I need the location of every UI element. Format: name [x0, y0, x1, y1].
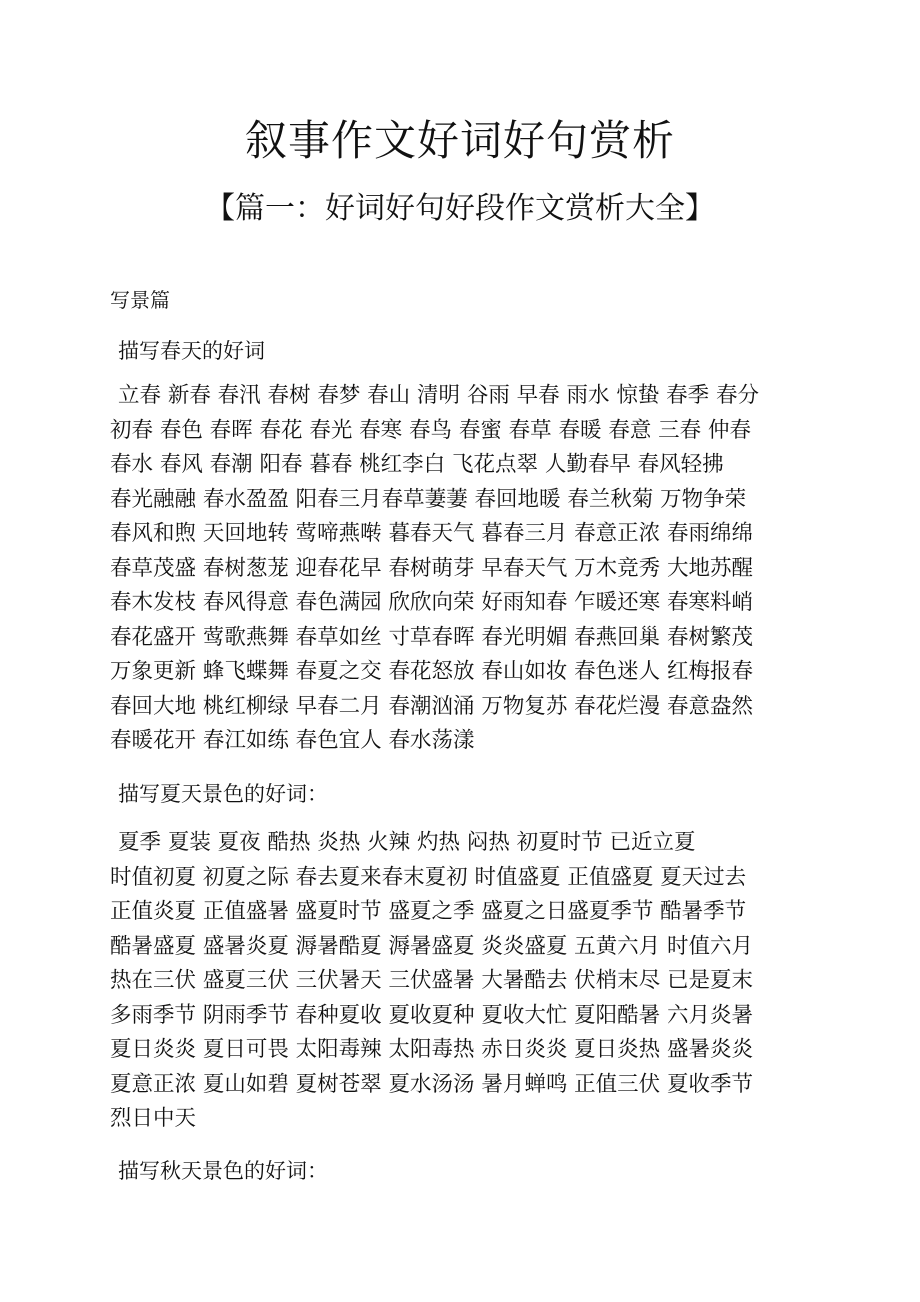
spring-heading: 描写春天的好词 [118, 339, 265, 363]
section-heading: 写景篇 [110, 288, 170, 312]
word-line: 正值炎夏 正值盛暑 盛夏时节 盛夏之季 盛夏之日盛夏季节 酷暑季节 [110, 899, 747, 924]
word-line: 春回大地 桃红柳绿 早春二月 春潮汹涌 万物复苏 春花烂漫 春意盎然 [110, 693, 754, 719]
word-line: 时值初夏 初夏之际 春去夏来春末夏初 时值盛夏 正值盛夏 夏天过去 [110, 864, 747, 890]
word-line: 春风和煦 天回地转 莺啼燕啭 暮春天气 暮春三月 春意正浓 春雨绵绵 [110, 521, 754, 546]
document-subtitle: 【篇一：好词好句好段作文赏析大全】 [205, 191, 715, 226]
word-line: 春花盛开 莺歌燕舞 春草如丝 寸草春晖 春光明媚 春燕回巢 春树繁茂 [110, 624, 754, 650]
word-line: 夏日炎炎 夏日可畏 太阳毒辣 太阳毒热 赤日炎炎 夏日炎热 盛暑炎炎 [110, 1037, 754, 1062]
word-line: 夏意正浓 夏山如碧 夏树苍翠 夏水汤汤 暑月蝉鸣 正值三伏 夏收季节 [110, 1071, 754, 1097]
document-title: 叙事作文好词好句赏析 [244, 116, 675, 165]
summer-heading: 描写夏天景色的好词： [118, 782, 328, 806]
word-line: 热在三伏 盛夏三伏 三伏暑天 三伏盛暑 大暑酷去 伏梢末尽 已是夏末 [110, 968, 754, 993]
word-line: 初春 春色 春晖 春花 春光 春寒 春鸟 春蜜 春草 春暖 春意 三春 仲春 [110, 417, 752, 443]
summer-words [110, 826, 830, 1137]
word-line: 烈日中天 [110, 1106, 197, 1131]
word-line: 多雨季节 阴雨季节 春种夏收 夏收夏种 夏收大忙 夏阳酷暑 六月炎暑 [110, 1002, 754, 1028]
spring-words [110, 379, 830, 759]
autumn-heading: 描写秋天景色的好词： [118, 1159, 328, 1183]
word-line: 春木发枝 春风得意 春色满园 欣欣向荣 好雨知春 乍暖还寒 春寒料峭 [110, 590, 754, 615]
word-line: 春草茂盛 春树葱茏 迎春花早 春树萌芽 早春天气 万木竞秀 大地苏醒 [110, 555, 754, 581]
word-line: 夏季 夏装 夏夜 酷热 炎热 火辣 灼热 闷热 初夏时节 已近立夏 [118, 830, 696, 855]
word-line: 立春 新春 春汛 春树 春梦 春山 清明 谷雨 早春 雨水 惊蛰 春季 春分 [118, 383, 760, 408]
word-line: 酷暑盛夏 盛暑炎夏 溽暑酷夏 溽暑盛夏 炎炎盛夏 五黄六月 时值六月 [110, 933, 754, 959]
word-line: 春光融融 春水盈盈 阳春三月春草萋萋 春回地暖 春兰秋菊 万物争荣 [110, 486, 747, 512]
word-line: 万象更新 蜂飞蝶舞 春夏之交 春花怒放 春山如妆 春色迷人 红梅报春 [110, 659, 754, 684]
word-line: 春暖花开 春江如练 春色宜人 春水荡漾 [110, 728, 475, 753]
word-line: 春水 春风 春潮 阳春 暮春 桃红李白 飞花点翠 人勤春早 春风轻拂 [110, 452, 724, 477]
